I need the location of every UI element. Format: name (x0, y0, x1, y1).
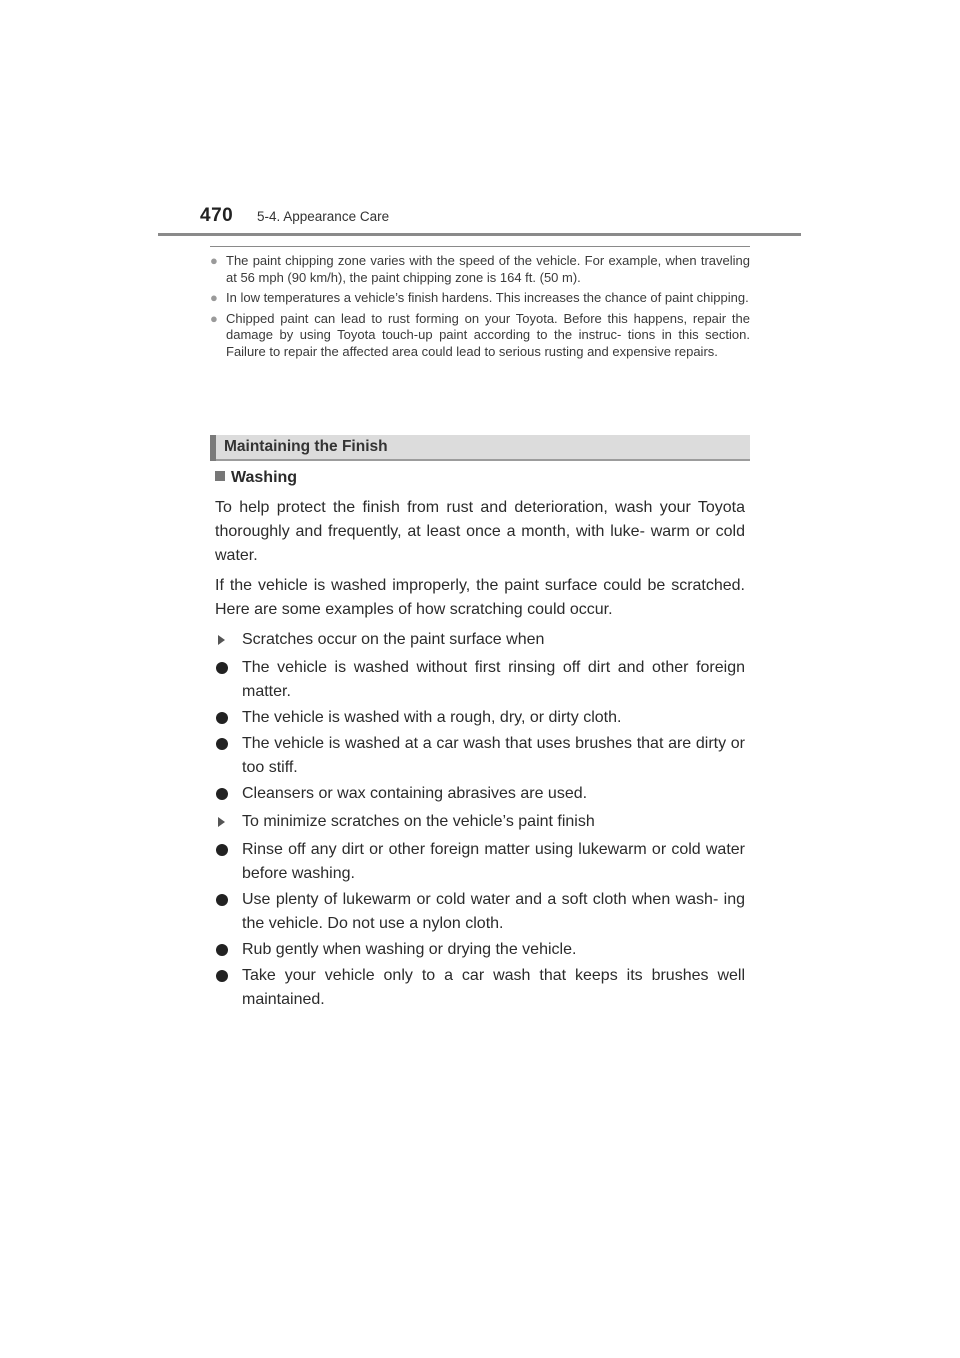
section-title-bar (210, 435, 750, 461)
subheading (215, 466, 745, 490)
bullet-icon (216, 738, 228, 750)
bullet-icon (216, 844, 228, 856)
list-item-text: The vehicle is washed at a car wash that uses brushes that are dirty or too stiff. (242, 735, 745, 776)
note-text: The paint chipping zone varies with the speed of the vehicle. For example, when traveling at 56 mph (90 km/h), the paint chipping zone is 164 ft. (50 m). (226, 253, 750, 285)
bullet-icon (216, 712, 228, 724)
list-item-text: The vehicle is washed with a rough, dry, or dirty cloth. (242, 709, 622, 726)
list-item-text: Use plenty of lukewarm or cold water and a soft cloth when wash- ing the vehicle. Do not use a nylon cloth. (242, 891, 745, 932)
subheading-text: Washing (231, 469, 298, 486)
bullet-icon (216, 662, 228, 674)
note-item (210, 290, 750, 307)
list-item (215, 656, 745, 704)
main-content (215, 466, 745, 1014)
arrow-right-icon (218, 817, 225, 827)
list-item-text: Cleansers or wax containing abrasives are used. (242, 785, 588, 802)
paragraph: If the vehicle is washed improperly, the paint surface could be scratched. Here are some examples of how scratching could occur. (215, 577, 745, 618)
list-item (215, 964, 745, 1012)
list-item-text: Rinse off any dirt or other foreign matter using lukewarm or cold water before washing. (242, 841, 745, 882)
note-item (210, 311, 750, 361)
list-item (215, 888, 745, 936)
group-title: To minimize scratches on the vehicle’s paint finish (242, 813, 595, 830)
title-accent (210, 435, 216, 461)
list-item (215, 706, 745, 730)
group-heading (215, 628, 745, 652)
paragraph: To help protect the finish from rust and deterioration, wash your Toyota thoroughly and frequently, at least once a month, with luke- warm or cold water. (215, 499, 745, 564)
section-title: Maintaining the Finish (224, 438, 388, 455)
list-item-text: Rub gently when washing or drying the vehicle. (242, 941, 577, 958)
group-heading (215, 810, 745, 834)
arrow-right-icon (218, 635, 225, 645)
list-item (215, 732, 745, 780)
bullet-icon (216, 894, 228, 906)
page-number: 470 (200, 205, 234, 226)
list-item-text: Take your vehicle only to a car wash that keeps its brushes well maintained. (242, 967, 745, 1008)
bullet-icon: ● (210, 253, 218, 268)
list-item-text: The vehicle is washed without first rinsing off dirt and other foreign matter. (242, 659, 745, 700)
bullet-icon (216, 970, 228, 982)
bullet-icon (216, 788, 228, 800)
square-bullet-icon (215, 471, 225, 481)
bullet-icon: ● (210, 310, 218, 326)
list-item (215, 938, 745, 962)
note-text: In low temperatures a vehicle’s finish hardens. This increases the chance of paint chipping. (226, 290, 749, 305)
note-item (210, 253, 750, 286)
list-item (215, 838, 745, 886)
section-label: 5-4. Appearance Care (257, 209, 390, 224)
notes-box (210, 246, 750, 364)
bullet-icon: ● (210, 290, 218, 305)
list-item (215, 782, 745, 806)
note-text: Chipped paint can lead to rust forming on your Toyota. Before this happens, repair the damage by using Toyota touch-up paint according to the instruc- tions in this section. Failure to repair the affected area could lead to serious rusting and expensive repairs. (226, 310, 750, 359)
bullet-icon (216, 944, 228, 956)
header-rule (158, 233, 801, 236)
group-title: Scratches occur on the paint surface when (242, 631, 545, 648)
